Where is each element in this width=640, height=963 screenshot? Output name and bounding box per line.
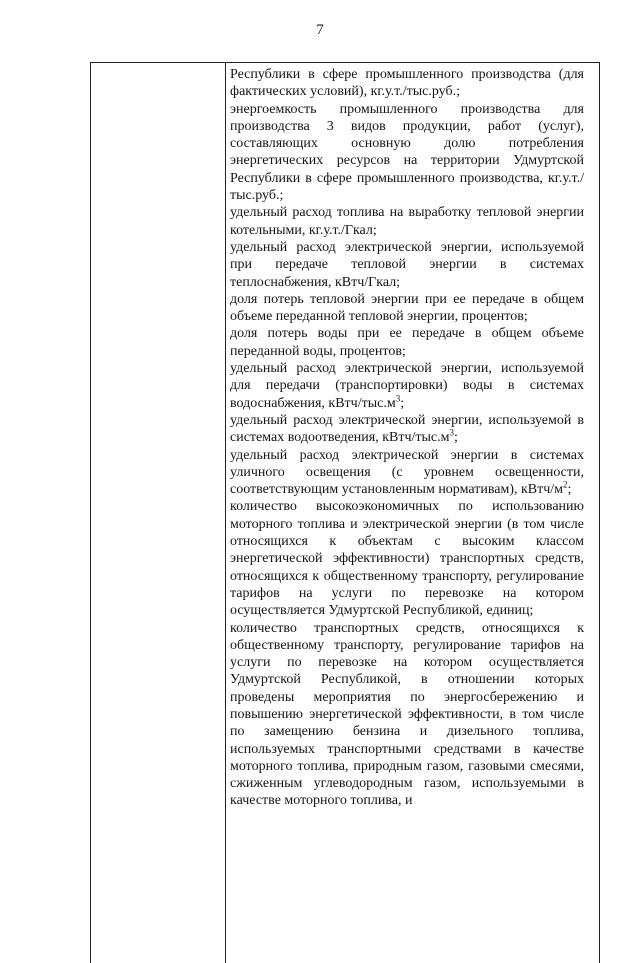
superscript: 3 [449,427,455,438]
indicator-paragraph: удельный расход электрической энергии в системах уличного освещения (с уровнем освещенности, соответствующим установленным нормативам), кВтч/$м^2$; [230,447,584,498]
indicator-paragraph: удельный расход электрической энергии, используемой для передачи (транспортировки) воды в системах водоснабжения, кВтч/$тыс.м^3$; [230,361,584,411]
indicator-paragraph: удельный расход электрической энергии, используемой при передаче тепловой энергии в системах теплоснабжения, кВтч/Гкал; [230,239,584,290]
column-divider [225,63,226,963]
indicator-paragraph: удельный расход топлива на выработку тепловой энергии котельными, кг.у.т./Гкал; [230,205,584,238]
indicator-paragraph: удельный расход электрической энергии, используемой в системах водоотведения, кВтч/$тыс.м^3$; [230,412,584,446]
indicator-paragraph: энергоемкость промышленного производства для производства 3 видов продукции, работ (услуг), составляющих основную долю потребления энергетических ресурсов на территории Удмуртской Республики в сфере промышленного производства, кг.у.т./тыс.руб.; [230,101,584,204]
page-number: 7 [316,22,324,38]
superscript: 2 [563,479,568,490]
indicator-paragraph: Республики в сфере промышленного производства (для фактических условий), кг.у.т./тыс.руб.; [230,67,584,100]
superscript: 3 [395,392,401,403]
indicator-paragraph: количество транспортных средств, относящихся к общественному транспорту, регулирование тарифов на услуги по перевозке на котором осуществляется Удмуртской Республикой, в отношении которых проведены мероприятия по энергосбережению и повышению энергетической эффективности, в том числе по замещению бензина и дизельного топлива, используемых транспортными средствами в качестве моторного топлива, природным газом, газовыми смесями, сжиженным углеводородным газом, используемыми в качестве моторного топлива, и [230,620,584,809]
indicator-paragraph: количество высокоэкономичных по использованию моторного топлива и электрической энергии (в том числе относящихся к объектам с высоким классом энергетической эффективности) транспортных средств, относящихся к общественному транспорту, регулирование тарифов на услуги по перевозке на котором осуществляется Удмуртской Республикой, единиц; [230,499,584,619]
indicator-list-cell [230,66,584,810]
document-table [90,62,600,963]
indicator-paragraph: доля потерь тепловой энергии при ее передаче в общем объеме переданной тепловой энергии, процентов; [230,291,584,325]
indicator-paragraph: доля потерь воды при ее передаче в общем объеме переданной воды, процентов; [230,326,584,359]
